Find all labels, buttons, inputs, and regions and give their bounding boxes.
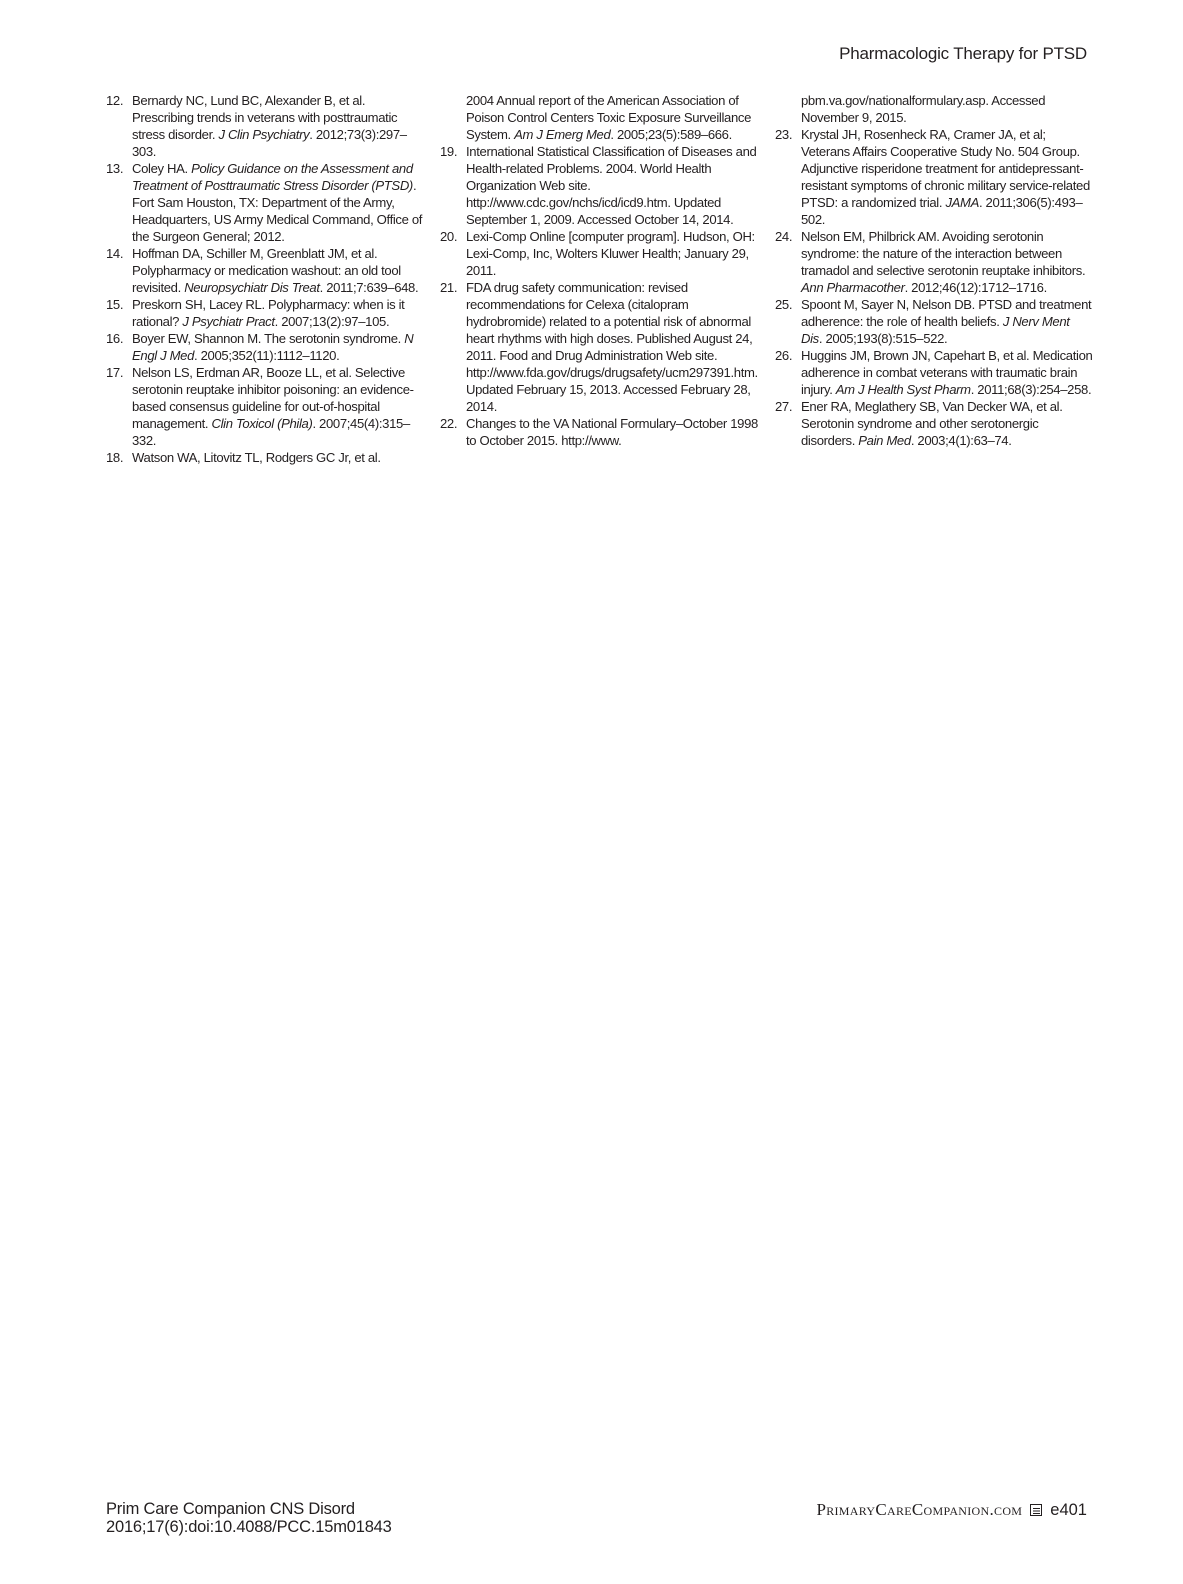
reference-text: Bernardy NC, Lund BC, Alexander B, et al. Prescribing trends in veterans with posttraumatic stress disorder. [132, 93, 398, 142]
page-number: e401 [1050, 1500, 1087, 1519]
reference-text: FDA drug safety communication: revised recommendations for Celexa (citalopram hydrobromide) related to a potential risk of abnormal heart rhythms with high doses. Published August 24, 2011. Food and Drug Administration Web site. http://www.fda.gov/drugs/drugsafety/ucm297391.htm. Updated February 15, 2013. Accessed February 28, 2014. [466, 280, 758, 414]
reference-number: 26. [775, 348, 793, 363]
reference-list [106, 92, 1093, 512]
reference-number: 25. [775, 297, 793, 312]
footer-doi: 2016;17(6):doi:10.4088/PCC.15m01843 [106, 1518, 392, 1536]
footer-journal: Prim Care Companion CNS Disord [106, 1500, 355, 1518]
reference-source-title: Policy Guidance on the Assessment and Treatment of Posttraumatic Stress Disorder (PTSD) [132, 161, 413, 193]
reference-item [106, 160, 424, 245]
reference-text: . 2007;13(2):97–105. [274, 314, 390, 329]
reference-text: . 2005;23(5):589–666. [610, 127, 732, 142]
reference-item [440, 279, 758, 415]
reference-text: Coley HA. [132, 161, 192, 176]
reference-text: Watson WA, Litovitz TL, Rodgers GC Jr, et al. [132, 450, 381, 465]
reference-number: 13. [106, 161, 124, 176]
reference-item [106, 92, 424, 160]
reference-number: 23. [775, 127, 793, 142]
reference-item [440, 143, 758, 228]
reference-text: . 2003;4(1):63–74. [910, 433, 1012, 448]
reference-text: Preskorn SH, Lacey RL. Polypharmacy: when is it rational? [132, 297, 405, 329]
footer-citation [106, 1500, 392, 1536]
reference-item [775, 228, 1093, 296]
reference-text: Hoffman DA, Schiller M, Greenblatt JM, et al. Polypharmacy or medication washout: an old tool revisited. [132, 246, 401, 295]
reference-source-title: N Engl J Med [132, 331, 414, 363]
reference-text: Nelson LS, Erdman AR, Booze LL, et al. Selective serotonin reuptake inhibitor poisoning: an evidence-based consensus guideline for out-of-hospital management. [132, 365, 414, 431]
reference-item [106, 449, 424, 466]
reference-item [775, 347, 1093, 398]
reference-text: . 2011;306(5):493–502. [801, 195, 1083, 227]
reference-source-title: JAMA [945, 195, 979, 210]
reference-text: Spoont M, Sayer N, Nelson DB. PTSD and treatment adherence: the role of health beliefs. [801, 297, 1092, 329]
reference-column-1 [106, 92, 424, 466]
reference-item [440, 415, 758, 449]
reference-column-2 [440, 92, 758, 449]
reference-number: 24. [775, 229, 793, 244]
reference-continuation [775, 92, 1093, 126]
reference-number: 15. [106, 297, 124, 312]
reference-source-title: Pain Med [858, 433, 911, 448]
square-bullet-icon [1030, 1504, 1042, 1516]
reference-text: . 2007;45(4):315–332. [132, 416, 410, 448]
reference-source-title: J Clin Psychiatry [218, 127, 310, 142]
reference-number: 12. [106, 93, 124, 108]
reference-source-title: Clin Toxicol (Phila) [211, 416, 313, 431]
reference-number: 21. [440, 280, 458, 295]
reference-item [775, 296, 1093, 347]
footer-site: PrimaryCareCompanion.com [816, 1500, 1023, 1519]
reference-source-title: Neuropsychiatr Dis Treat [184, 280, 320, 295]
running-head: Pharmacologic Therapy for PTSD [839, 44, 1087, 63]
reference-item [775, 398, 1093, 449]
reference-source-title: Ann Pharmacother [801, 280, 905, 295]
reference-continuation [440, 92, 758, 143]
reference-column-3 [775, 92, 1093, 449]
reference-text: . 2012;73(3):297–303. [132, 127, 407, 159]
reference-number: 14. [106, 246, 124, 261]
reference-number: 22. [440, 416, 458, 431]
reference-text: Huggins JM, Brown JN, Capehart B, et al. Medication adherence in combat veterans with traumatic brain injury. [801, 348, 1093, 397]
reference-text: . 2005;352(11):1112–1120. [194, 348, 340, 363]
reference-source-title: J Nerv Ment Dis [801, 314, 1070, 346]
reference-source-title: J Psychiatr Pract [182, 314, 275, 329]
reference-text: International Statistical Classification of Diseases and Health-related Problems. 2004. World Health Organization Web site. http://www.cdc.gov/nchs/icd/icd9.htm. Updated September 1, 2009. Accessed October 14, 2014. [466, 144, 757, 227]
reference-text: . 2011;7:639–648. [319, 280, 419, 295]
reference-item [775, 126, 1093, 228]
reference-text: pbm.va.gov/nationalformulary.asp. Accessed November 9, 2015. [801, 93, 1046, 125]
reference-text: . Fort Sam Houston, TX: Department of the Army, Headquarters, US Army Medical Command, Office of the Surgeon General; 2012. [132, 178, 423, 244]
reference-text: . 2012;46(12):1712–1716. [904, 280, 1047, 295]
reference-item [440, 228, 758, 279]
reference-text: 2004 Annual report of the American Association of Poison Control Centers Toxic Exposure Surveillance System. [466, 93, 752, 142]
reference-text: Nelson EM, Philbrick AM. Avoiding serotonin syndrome: the nature of the interaction between tramadol and selective serotonin reuptake inhibitors. [801, 229, 1086, 278]
reference-number: 17. [106, 365, 124, 380]
reference-number: 16. [106, 331, 124, 346]
reference-item [106, 364, 424, 449]
reference-text: Lexi-Comp Online [computer program]. Hudson, OH: Lexi-Comp, Inc, Wolters Kluwer Health; January 29, 2011. [466, 229, 755, 278]
reference-text: . 2011;68(3):254–258. [970, 382, 1092, 397]
reference-number: 20. [440, 229, 458, 244]
reference-item [106, 330, 424, 364]
reference-text: Ener RA, Meglathery SB, Van Decker WA, et al. Serotonin syndrome and other serotonergic disorders. [801, 399, 1063, 448]
reference-text: Krystal JH, Rosenheck RA, Cramer JA, et al; Veterans Affairs Cooperative Study No. 504 Group. Adjunctive risperidone treatment for antidepressant-resistant symptoms of chronic military service-related PTSD: a randomized trial. [801, 127, 1090, 210]
reference-text: Changes to the VA National Formulary–October 1998 to October 2015. http://www. [466, 416, 758, 448]
reference-source-title: Am J Emerg Med [514, 127, 611, 142]
reference-text: Boyer EW, Shannon M. The serotonin syndrome. [132, 331, 405, 346]
reference-number: 19. [440, 144, 458, 159]
footer-site-block [816, 1500, 1087, 1520]
reference-number: 27. [775, 399, 793, 414]
reference-number: 18. [106, 450, 124, 465]
reference-item [106, 296, 424, 330]
reference-source-title: Am J Health Syst Pharm [835, 382, 971, 397]
reference-item [106, 245, 424, 296]
reference-text: . 2005;193(8):515–522. [818, 331, 948, 346]
